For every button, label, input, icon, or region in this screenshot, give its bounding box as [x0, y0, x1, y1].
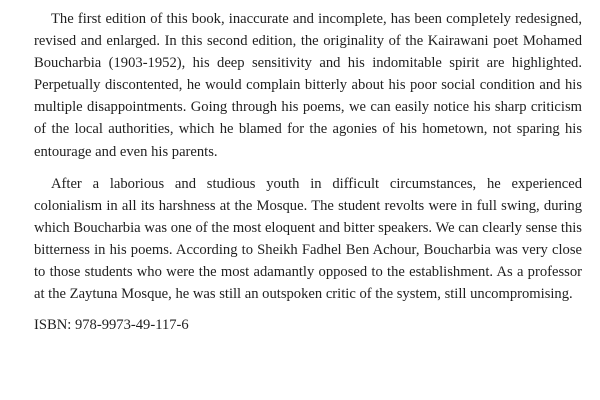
paragraph-youth-and-colonialism: After a laborious and studious youth in difficult circumstances, he experienced colonialism in all its harshness at the Mosque. The student revolts were in full swing, during which Boucharbia was one of the most eloquent and bitter speakers. We can clearly sense this bitterness in his poems. According to Sheikh Fadhel Ben Achour, Boucharbia was very close to those students who were the most adamantly opposed to the establishment. As a professor at the Zaytuna Mosque, he was still an outspoken critic of the system, still uncompromising. [34, 175, 582, 303]
paragraph-first-edition: The first edition of this book, inaccurate and incomplete, has been completely redesigned, revised and enlarged. In this second edition, the originality of the Kairawani poet Mohamed Boucharbia (1903-1952), his deep sensitivity and his indomitable spirit are highlighted. Perpetually discontented, he would complain bitterly about his poor social condition and his multiple disappointments. Going through his poems, we can easily notice his sharp criticism of the local authorities, which he blamed for the agonies of his hometown, not sparing his entourage and even his parents. [34, 11, 582, 160]
isbn-line: ISBN: 978-9973-49-117-6 [34, 317, 189, 334]
